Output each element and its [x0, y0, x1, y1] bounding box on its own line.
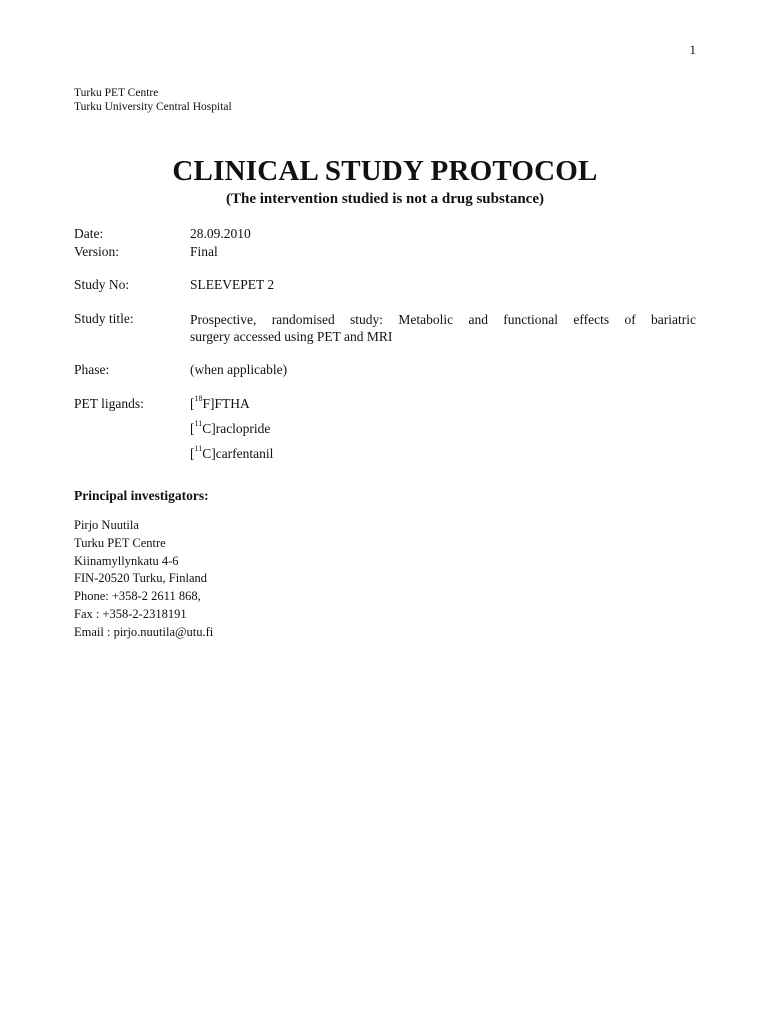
org-line: Turku University Central Hospital — [74, 101, 232, 113]
document-subtitle: (The intervention studied is not a drug substance) — [226, 191, 544, 207]
ligand-bracket: [ — [190, 421, 195, 436]
document-title: CLINICAL STUDY PROTOCOL — [172, 155, 598, 187]
org-line: Turku PET Centre — [74, 87, 159, 99]
ligand-isotope: 18 — [194, 394, 203, 403]
phase-value: (when applicable) — [190, 362, 288, 377]
study-title-label: Study title: — [74, 311, 134, 326]
contact-line: FIN-20520 Turku, Finland — [74, 571, 208, 586]
ligand-name: C]carfentanil — [202, 446, 274, 461]
contact-line: Pirjo Nuutila — [74, 518, 139, 532]
contact-line: Phone: +358-2 2611 868, — [74, 589, 201, 604]
contact-line: Fax : +358-2-2318191 — [74, 606, 187, 621]
study-no-value: SLEEVEPET 2 — [190, 277, 275, 292]
ligand-item — [190, 446, 273, 462]
ligand-name: C]raclopride — [202, 421, 271, 436]
ligand-bracket: [ — [190, 396, 195, 411]
date-label: Date: — [74, 226, 104, 241]
ligand-isotope: 11 — [194, 419, 203, 428]
principal-investigators-heading: Principal investigators: — [74, 488, 209, 503]
page-number: 1 — [689, 42, 696, 57]
ligand-item — [190, 421, 270, 437]
organization-header — [74, 86, 232, 114]
study-title-value — [190, 311, 696, 345]
ligand-item — [190, 396, 250, 412]
contact-line: Email : pirjo.nuutila@utu.fi — [74, 624, 214, 639]
study-title-line: Prospective, randomised study: Metabolic and functional effects of bariatric — [190, 312, 696, 327]
version-value: Final — [190, 244, 218, 259]
ligand-isotope: 11 — [194, 444, 203, 453]
contact-line: Kiinamyllynkatu 4-6 — [74, 553, 179, 568]
study-no-label: Study No: — [74, 277, 130, 292]
ligand-bracket: [ — [190, 446, 195, 461]
date-value: 28.09.2010 — [190, 226, 251, 241]
study-title-line: surgery accessed using PET and MRI — [190, 329, 393, 344]
contact-line: Turku PET Centre — [74, 535, 166, 550]
ligand-name: F]FTHA — [202, 396, 250, 411]
pet-ligands-label: PET ligands: — [74, 396, 144, 411]
investigator-contact-block — [74, 517, 213, 642]
version-label: Version: — [74, 244, 119, 259]
phase-label: Phase: — [74, 362, 110, 377]
